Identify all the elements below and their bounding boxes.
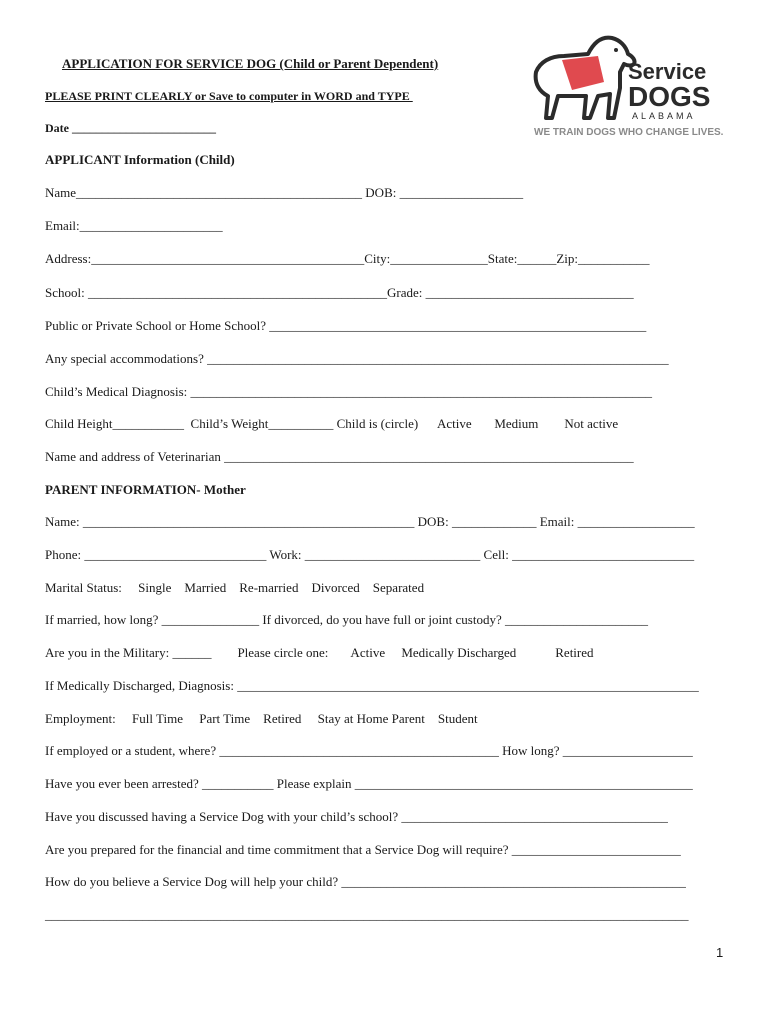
child-name-dob-field[interactable]: Name____________________________________________ DOB: ___________________: [45, 185, 524, 200]
child-address-field[interactable]: Address:__________________________________________City:_______________State:______Zip:___________: [45, 251, 650, 266]
logo-text-alabama: ALABAMA: [632, 111, 696, 121]
marriage-custody-field[interactable]: If married, how long? _______________ If divorced, do you have full or joint custody? ______________________: [45, 612, 648, 627]
school-type-field[interactable]: Public or Private School or Home School? __________________________________________________________: [45, 318, 647, 333]
medical-diagnosis-field[interactable]: Child’s Medical Diagnosis: _______________________________________________________________________: [45, 384, 653, 399]
financial-commitment-field[interactable]: Are you prepared for the financial and time commitment that a Service Dog will require? __________________________: [45, 842, 681, 857]
how-dog-helps-field[interactable]: How do you believe a Service Dog will help your child? _____________________________________________________: [45, 874, 686, 889]
logo-text-service: Service: [628, 59, 707, 84]
service-dogs-alabama-logo: [528, 34, 724, 142]
mother-name-dob-email-field[interactable]: Name: ___________________________________________________ DOB: _____________ Email: __________________: [45, 514, 695, 529]
dog-logo-icon: [528, 34, 724, 142]
arrest-field[interactable]: Have you ever been arrested? ___________ Please explain ____________________________________________________: [45, 776, 693, 791]
page-number: 1: [716, 945, 724, 960]
logo-text-dogs: DOGS: [628, 81, 711, 112]
school-discussion-field[interactable]: Have you discussed having a Service Dog with your child’s school? _________________________________________: [45, 809, 668, 824]
marital-status-options[interactable]: Marital Status: Single Married Re-married Divorced Separated: [45, 580, 425, 595]
employer-field[interactable]: If employed or a student, where? ___________________________________________ How long? ____________________: [45, 743, 693, 758]
answer-continuation-line[interactable]: ___________________________________________________________________________________________________: [45, 907, 689, 922]
height-weight-activity-field[interactable]: Child Height___________ Child’s Weight__________ Child is (circle) Active Medium Not active: [45, 416, 619, 431]
child-school-field[interactable]: School: ______________________________________________Grade: ________________________________: [45, 285, 634, 300]
mother-section-heading: PARENT INFORMATION- Mother: [45, 482, 246, 497]
child-section-heading: APPLICANT Information (Child): [45, 152, 235, 167]
military-field[interactable]: Are you in the Military: ______ Please circle one: Active Medically Discharged Retired: [45, 645, 594, 660]
veterinarian-field[interactable]: Name and address of Veterinarian _______________________________________________________________: [45, 449, 634, 464]
child-email-field[interactable]: Email:______________________: [45, 218, 223, 233]
discharge-diagnosis-field[interactable]: If Medically Discharged, Diagnosis: _______________________________________________________________________: [45, 678, 699, 693]
date-field[interactable]: Date ________________________: [45, 121, 216, 135]
mother-phone-field[interactable]: Phone: ____________________________ Work: ___________________________ Cell: ____________________________: [45, 547, 695, 562]
document-title: APPLICATION FOR SERVICE DOG (Child or Parent Dependent): [62, 56, 439, 71]
employment-options[interactable]: Employment: Full Time Part Time Retired Stay at Home Parent Student: [45, 711, 478, 726]
special-accommodations-field[interactable]: Any special accommodations? _______________________________________________________________________: [45, 351, 669, 366]
print-instruction: PLEASE PRINT CLEARLY or Save to computer in WORD and TYPE: [45, 89, 413, 103]
logo-tagline: WE TRAIN DOGS WHO CHANGE LIVES.: [534, 127, 724, 138]
